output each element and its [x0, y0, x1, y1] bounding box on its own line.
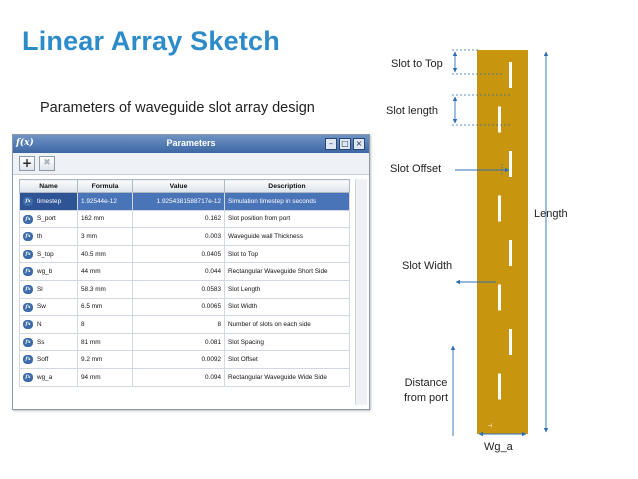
parameter-fx-icon: fx [23, 355, 33, 364]
fx-app-icon: f(x) [16, 138, 34, 148]
cell-name-text: Sw [37, 303, 46, 311]
cell-description-text: Slot Length [228, 285, 261, 293]
label-distance-line1: Distance [404, 377, 448, 389]
cell-name-text: S_top [37, 250, 54, 258]
parameter-fx-icon: fx [23, 373, 33, 382]
slide-subtitle: Parameters of waveguide slot array design [40, 100, 315, 116]
close-icon[interactable]: × [353, 138, 365, 150]
cell-value-text: 0.0405 [201, 250, 221, 258]
slot [498, 107, 501, 133]
cell-formula-text: 1.92544e-12 [81, 197, 117, 205]
cell-name-text: Soff [37, 356, 49, 364]
slot [509, 62, 512, 88]
cell-formula-text: 6.5 mm [81, 303, 103, 311]
cell-value-text: 0.162 [205, 215, 221, 223]
add-parameter-button[interactable]: + [19, 156, 35, 171]
parameter-fx-icon: fx [23, 215, 33, 224]
cell-value-text: 0.003 [205, 232, 221, 240]
cell-description-text: Simulation timestep in seconds [228, 197, 317, 205]
slot [509, 240, 512, 266]
maximize-icon[interactable]: □ [339, 138, 351, 150]
cell-value-text: 8 [217, 320, 221, 328]
parameter-fx-icon: fx [23, 267, 33, 276]
column-header-formula[interactable]: Formula [78, 180, 133, 193]
waveguide-body [477, 50, 528, 434]
cell-name-text: S_port [37, 215, 56, 223]
slot [509, 151, 512, 177]
cell-formula-text: 162 mm [81, 215, 105, 223]
cell-formula-text: 81 mm [81, 338, 101, 346]
slot [498, 196, 501, 222]
column-header-value[interactable]: Value [133, 180, 225, 193]
parameter-fx-icon: fx [23, 232, 33, 241]
cell-name-text: wg_a [37, 373, 53, 381]
cell-name-text: th [37, 232, 43, 240]
label-slot-width: Slot Width [402, 260, 453, 272]
port-mark: ⊥ [488, 422, 494, 428]
label-length: Length [534, 208, 568, 220]
cell-value-text: 0.0583 [201, 285, 221, 293]
parameter-fx-icon: fx [23, 303, 33, 312]
cell-value-text: 0.0092 [201, 356, 221, 364]
slot [509, 329, 512, 355]
cell-name-text: N [37, 320, 42, 328]
label-distance-from-port [398, 376, 454, 406]
cell-formula-text: 40.5 mm [81, 250, 106, 258]
label-wg-a: Wg_a [484, 441, 513, 453]
cell-value-text: 0.0065 [201, 303, 221, 311]
cell-formula-text: 3 mm [81, 232, 97, 240]
parameter-fx-icon: fx [23, 320, 33, 329]
cell-description-text: Rectangular Waveguide Short Side [228, 268, 328, 276]
label-slot-length: Slot length [386, 105, 438, 117]
parameter-fx-icon: fx [23, 338, 33, 347]
parameter-fx-icon: fx [23, 250, 33, 259]
cell-description-text: Slot Width [228, 303, 258, 311]
column-header-description[interactable]: Description [225, 180, 350, 193]
parameter-fx-icon: fx [23, 285, 33, 294]
slot [498, 374, 501, 400]
slide-title: Linear Array Sketch [22, 26, 280, 56]
parameter-fx-icon: fx [23, 197, 33, 206]
cell-description-text: Slot Offset [228, 356, 258, 364]
label-slot-offset: Slot Offset [390, 163, 442, 175]
cell-value-text: 0.081 [205, 338, 221, 346]
column-header-name[interactable]: Name [20, 180, 78, 193]
cell-formula-text: 8 [81, 320, 85, 328]
slot [498, 285, 501, 311]
cell-description-text: Rectangular Waveguide Wide Side [228, 373, 327, 381]
label-slot-to-top: Slot to Top [391, 58, 443, 70]
cell-value-text: 0.094 [205, 373, 221, 381]
window-title: Parameters [166, 138, 216, 148]
cell-name-text: Ss [37, 338, 45, 346]
cell-name-text: timestep [37, 197, 62, 205]
cell-value-text: 1.9254381588717e-12 [156, 197, 221, 205]
cell-name-text: wg_b [37, 268, 53, 276]
label-distance-line2: from port [403, 392, 448, 404]
cell-name-text: Sl [37, 285, 43, 293]
cell-description-text: Slot Spacing [228, 338, 264, 346]
cell-formula-text: 9.2 mm [81, 356, 103, 364]
minimize-icon[interactable]: – [325, 138, 337, 150]
cell-description-text: Slot to Top [228, 250, 259, 258]
cell-description-text: Waveguide wall Thickness [228, 232, 303, 240]
cell-formula-text: 58.3 mm [81, 285, 106, 293]
cell-description-text: Slot position from port [228, 215, 291, 223]
cell-formula-text: 94 mm [81, 373, 101, 381]
delete-parameter-button[interactable]: ✖ [39, 156, 55, 171]
cell-formula-text: 44 mm [81, 268, 101, 276]
cell-description-text: Number of slots on each side [228, 320, 311, 328]
cell-value-text: 0.044 [205, 268, 221, 276]
